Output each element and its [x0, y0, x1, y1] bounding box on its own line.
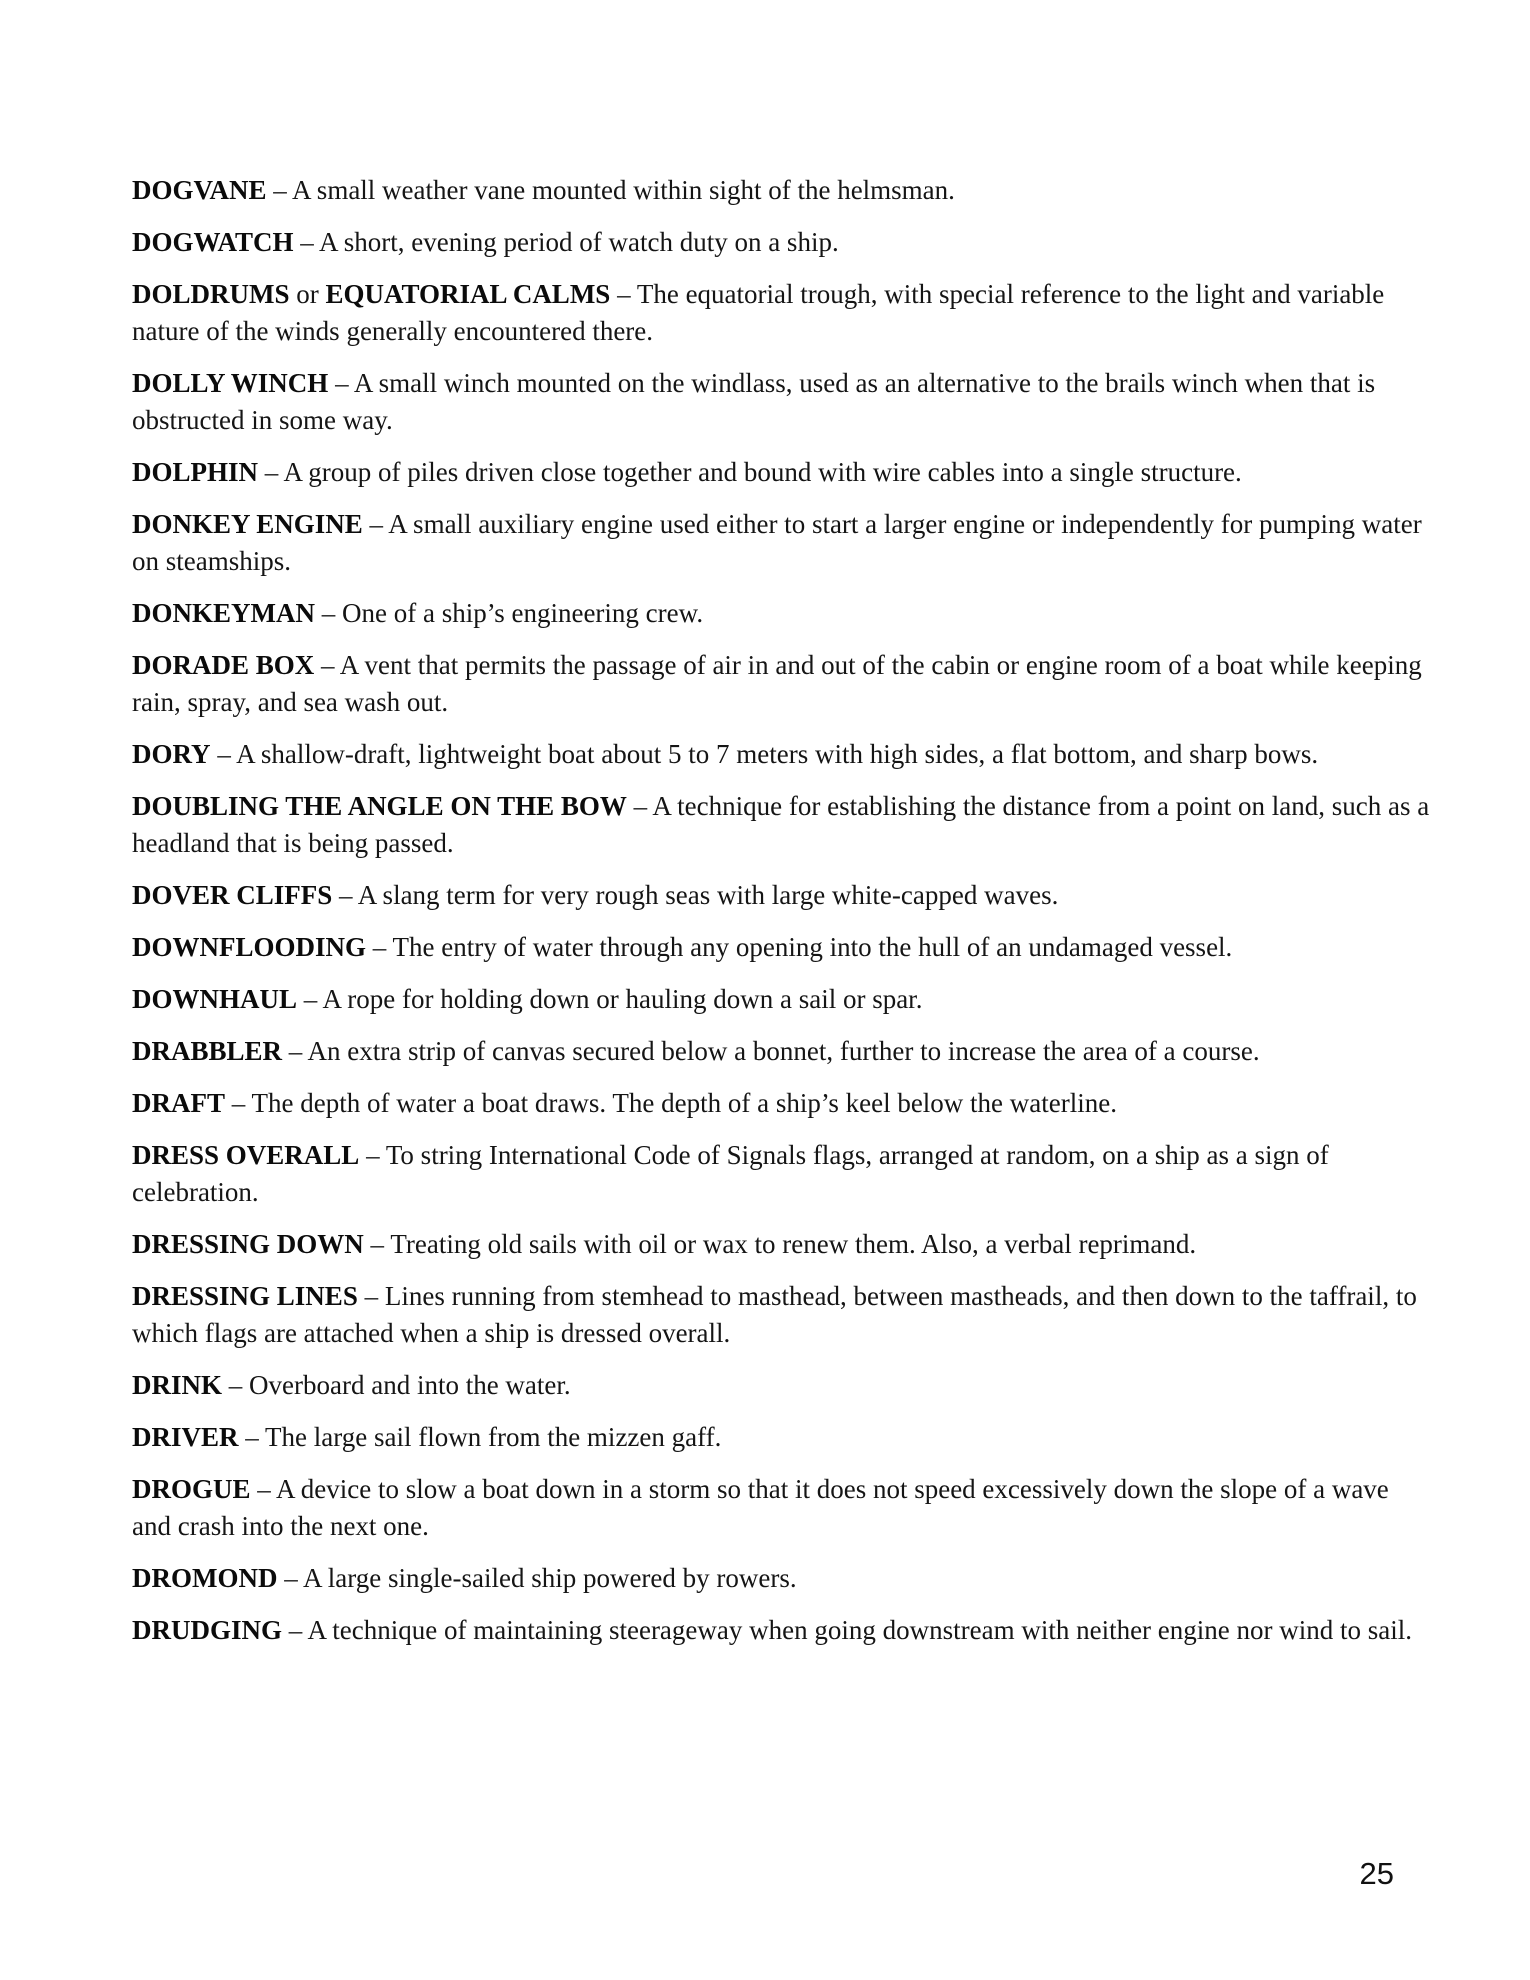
glossary-entry [132, 1033, 1432, 1070]
glossary-entry [132, 276, 1432, 350]
entry-separator: – [626, 791, 653, 821]
glossary-entry [132, 1226, 1432, 1263]
entry-separator: – [222, 1370, 250, 1400]
entry-definition: The depth of water a boat draws. The depth of a ship’s keel below the waterline. [251, 1088, 1117, 1118]
entry-definition: A small auxiliary engine used either to start a larger engine or independently for pumping water on steamships. [132, 509, 1422, 576]
glossary-entry [132, 172, 1432, 209]
glossary-entry [132, 929, 1432, 966]
glossary-entry [132, 1471, 1432, 1545]
glossary-entry [132, 647, 1432, 721]
entry-term: DRINK [132, 1370, 223, 1400]
entry-separator: – [258, 457, 284, 487]
entry-definition: A slang term for very rough seas with large white-capped waves. [357, 880, 1059, 910]
entry-separator: – [363, 1229, 391, 1259]
entry-term: DOLDRUMS [132, 279, 290, 309]
glossary-entry [132, 1612, 1432, 1649]
entry-separator: – [293, 227, 320, 257]
entry-term: DRIVER [132, 1422, 239, 1452]
entry-definition: Treating old sails with oil or wax to renew them. Also, a verbal reprimand. [390, 1229, 1197, 1259]
page-number: 25 [1359, 1856, 1394, 1891]
entry-term: DOWNHAUL [132, 984, 298, 1014]
entry-separator: – [250, 1474, 277, 1504]
entry-separator: – [328, 368, 354, 398]
glossary-entry [132, 1137, 1432, 1211]
entry-term: DRABBLER [132, 1036, 283, 1066]
entry-separator: – [610, 279, 637, 309]
entry-term: DOWNFLOODING [132, 932, 367, 962]
entry-term: DOLPHIN [132, 457, 259, 487]
entry-separator: – [315, 598, 342, 628]
entry-term: DRESS OVERALL [132, 1140, 360, 1170]
entry-term: DROMOND [132, 1563, 278, 1593]
glossary-entry [132, 877, 1432, 914]
entry-term: DRESSING LINES [132, 1281, 358, 1311]
entry-term: DOVER CLIFFS [132, 880, 333, 910]
glossary-entry [132, 981, 1432, 1018]
entry-term: DOGVANE [132, 175, 267, 205]
entry-term: DORY [132, 739, 211, 769]
entry-separator: – [238, 1422, 266, 1452]
glossary-entry [132, 1085, 1432, 1122]
page-footer [132, 1856, 1394, 1892]
entry-definition: A small winch mounted on the windlass, used as an alternative to the brails winch when that is obstructed in some way. [132, 368, 1376, 435]
entry-term: DRUDGING [132, 1615, 283, 1645]
glossary-list [132, 172, 1432, 1664]
entry-separator: – [359, 1140, 386, 1170]
entry-definition: A large single-sailed ship powered by rowers. [303, 1563, 797, 1593]
glossary-entry [132, 595, 1432, 632]
glossary-entry [132, 506, 1432, 580]
glossary-entry [132, 454, 1432, 491]
entry-term: DOLLY WINCH [132, 368, 329, 398]
entry-definition: Lines running from stemhead to masthead, between mastheads, and then down to the taffrail, to which flags are attached when a ship is dressed overall. [132, 1281, 1417, 1348]
entry-term: DOGWATCH [132, 227, 294, 257]
entry-term: DROGUE [132, 1474, 251, 1504]
glossary-entry [132, 365, 1432, 439]
entry-term: DORADE BOX [132, 650, 315, 680]
glossary-entry [132, 1560, 1432, 1597]
entry-connector: or [289, 279, 326, 309]
entry-definition: A shallow-draft, lightweight boat about 5 to 7 meters with high sides, a flat bottom, and sharp bows. [236, 739, 1319, 769]
entry-separator: – [282, 1615, 308, 1645]
entry-separator: – [366, 932, 393, 962]
entry-definition: A technique of maintaining steerageway when going downstream with neither engine nor wind to sail. [307, 1615, 1412, 1645]
entry-definition: Overboard and into the water. [249, 1370, 571, 1400]
entry-definition: The equatorial trough, with special reference to the light and variable nature of the winds generally encountered there. [132, 279, 1385, 346]
entry-definition: A short, evening period of watch duty on a ship. [319, 227, 839, 257]
entry-definition: The large sail flown from the mizzen gaff. [265, 1422, 722, 1452]
entry-separator: – [314, 650, 340, 680]
entry-definition: The entry of water through any opening into the hull of an undamaged vessel. [392, 932, 1233, 962]
entry-separator: – [362, 509, 389, 539]
entry-definition: A group of piles driven close together and bound with wire cables into a single structure. [283, 457, 1242, 487]
entry-definition: To string International Code of Signals flags, arranged at random, on a ship as a sign of celebration. [132, 1140, 1329, 1207]
entry-term: DONKEY ENGINE [132, 509, 363, 539]
glossary-entry [132, 1367, 1432, 1404]
entry-separator: – [225, 1088, 252, 1118]
entry-separator: – [357, 1281, 385, 1311]
entry-term: DRESSING DOWN [132, 1229, 364, 1259]
entry-definition: A device to slow a boat down in a storm so that it does not speed excessively down the slope of a wave and crash into the next one. [132, 1474, 1389, 1541]
entry-separator: – [332, 880, 358, 910]
entry-separator: – [266, 175, 293, 205]
entry-definition: An extra strip of canvas secured below a bonnet, further to increase the area of a course. [307, 1036, 1260, 1066]
entry-term: DOUBLING THE ANGLE ON THE BOW [132, 791, 627, 821]
entry-separator: – [277, 1563, 303, 1593]
entry-term: DONKEYMAN [132, 598, 315, 628]
entry-definition: A small weather vane mounted within sight of the helmsman. [292, 175, 955, 205]
glossary-entry [132, 788, 1432, 862]
entry-separator: – [210, 739, 237, 769]
entry-definition: One of a ship’s engineering crew. [342, 598, 704, 628]
entry-separator: – [297, 984, 323, 1014]
glossary-entry [132, 224, 1432, 261]
entry-definition: A technique for establishing the distance from a point on land, such as a headland that is being passed. [132, 791, 1430, 858]
entry-alt-term: EQUATORIAL CALMS [325, 279, 611, 309]
glossary-entry [132, 1278, 1432, 1352]
entry-term: DRAFT [132, 1088, 225, 1118]
glossary-entry [132, 1419, 1432, 1456]
entry-separator: – [282, 1036, 308, 1066]
entry-definition: A rope for holding down or hauling down a sail or spar. [322, 984, 923, 1014]
entry-definition: A vent that permits the passage of air in and out of the cabin or engine room of a boat while keeping rain, spray, and sea wash out. [132, 650, 1422, 717]
glossary-entry [132, 736, 1432, 773]
